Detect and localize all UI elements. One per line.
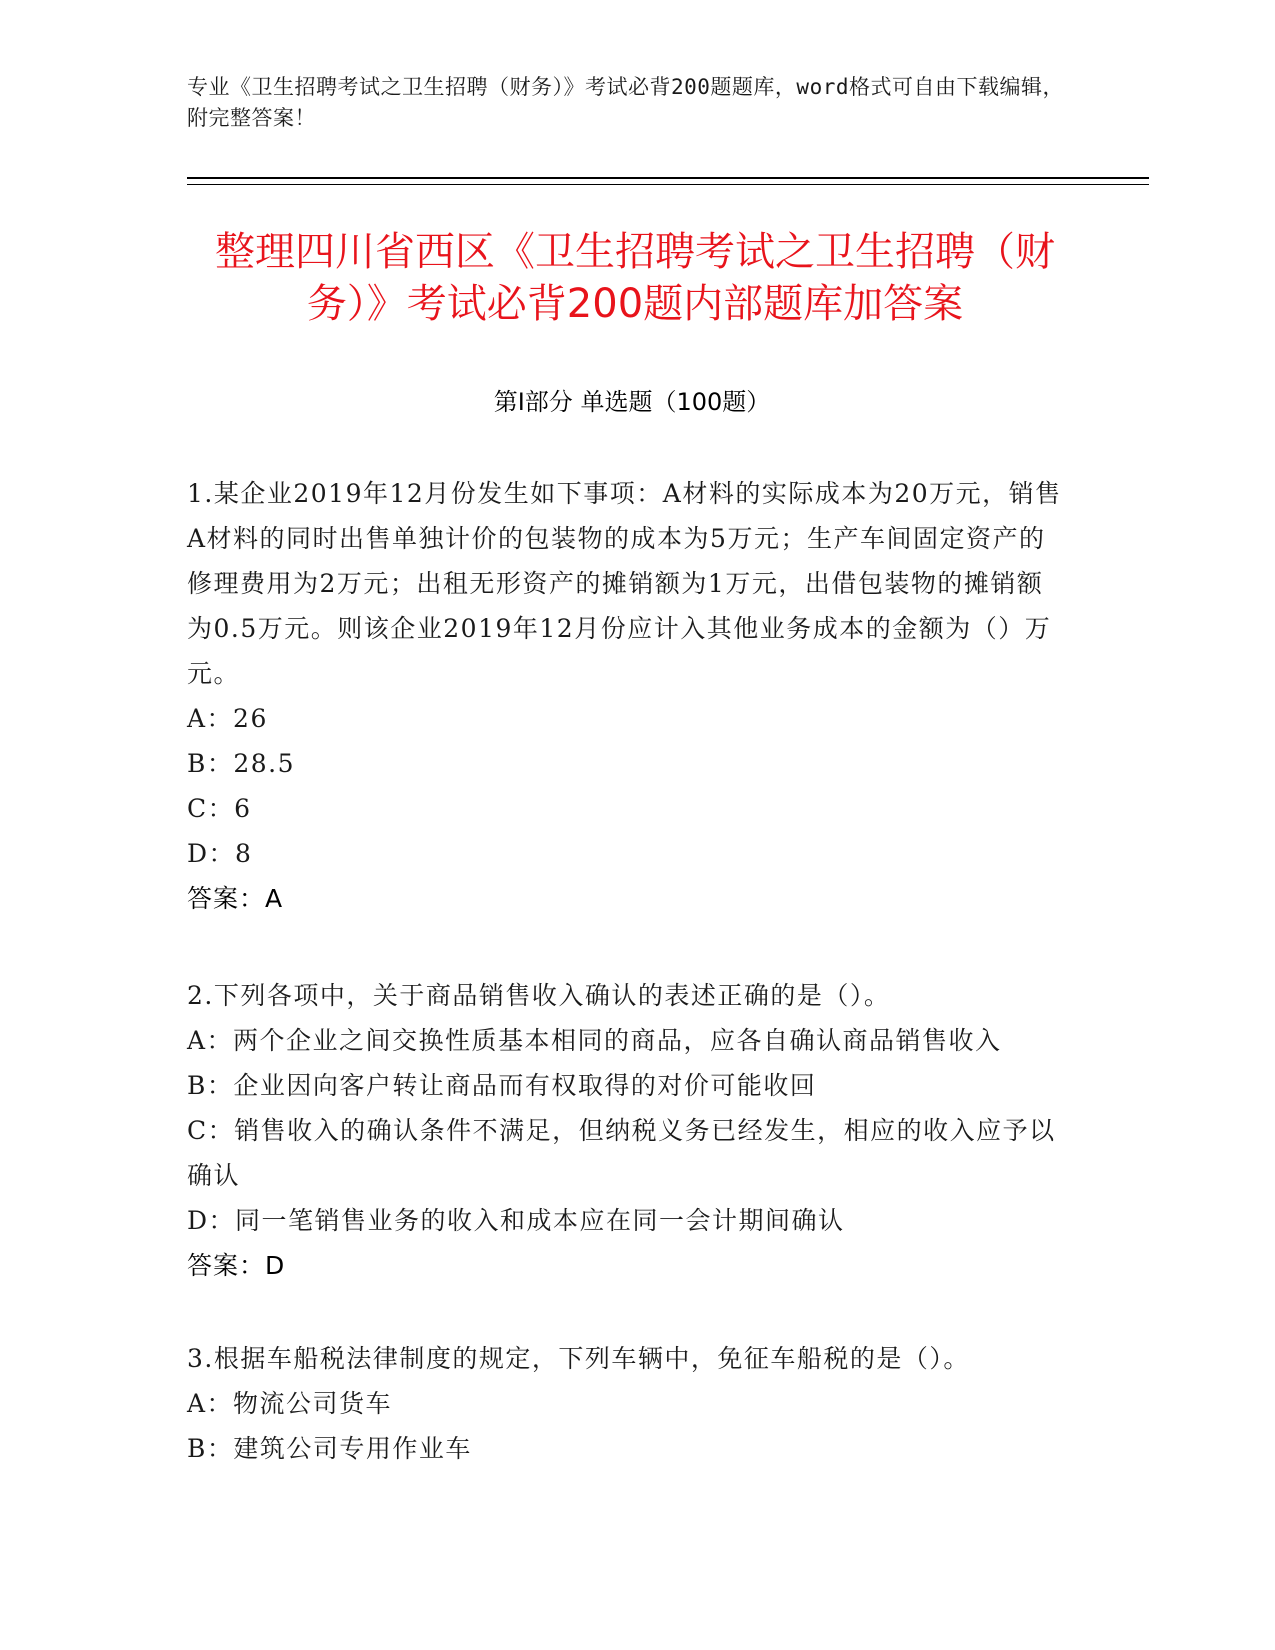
option-a: A：物流公司货车 [187,1389,393,1418]
header-rule-thick [187,177,1149,179]
answer-line: 答案：D [187,1251,286,1280]
question-stem: 1.某企业2019年12月份发生如下事项：A材料的实际成本为20万元，销售A材料的同时出售单独计价的包装物的成本为5万元；生产车间固定资产的修理费用为2万元；出租无形资产的摊销额为1万元，出借包装物的摊销额为0.5万元。则该企业2019年12月份应计入其他业务成本的金额为（）万元。 [187,479,1062,688]
option-d: D：同一笔销售业务的收入和成本应在同一会计期间确认 [187,1206,845,1235]
header-rule-thin [187,184,1149,185]
answer-line: 答案：A [187,884,284,913]
question-2 [187,973,1067,1288]
question-stem: 2.下列各项中，关于商品销售收入确认的表述正确的是（）。 [187,981,891,1010]
section-title: 第I部分 单选题（100题） [493,388,771,416]
question-stem: 3.根据车船税法律制度的规定，下列车辆中，免征车船税的是（）。 [187,1344,970,1373]
document-title: 整理四川省西区《卫生招聘考试之卫生招聘（财务）》考试必背200题内部题库加答案 [215,229,1055,327]
option-b: B：28.5 [187,749,296,778]
option-a: A：两个企业之间交换性质基本相同的商品，应各自确认商品销售收入 [187,1026,1002,1055]
header-note: 专业《卫生招聘考试之卫生招聘（财务）》考试必背200题题库，word格式可自由下载编辑，附完整答案！ [187,75,1064,130]
option-d: D：8 [187,839,253,868]
question-1 [187,471,1067,921]
option-c: C：销售收入的确认条件不满足，但纳税义务已经发生，相应的收入应予以确认 [187,1116,1056,1190]
option-b: B：企业因向客户转让商品而有权取得的对价可能收回 [187,1071,817,1100]
option-c: C：6 [187,794,252,823]
option-b: B：建筑公司专用作业车 [187,1434,472,1463]
question-3 [187,1336,1067,1471]
option-a: A：26 [187,704,268,733]
